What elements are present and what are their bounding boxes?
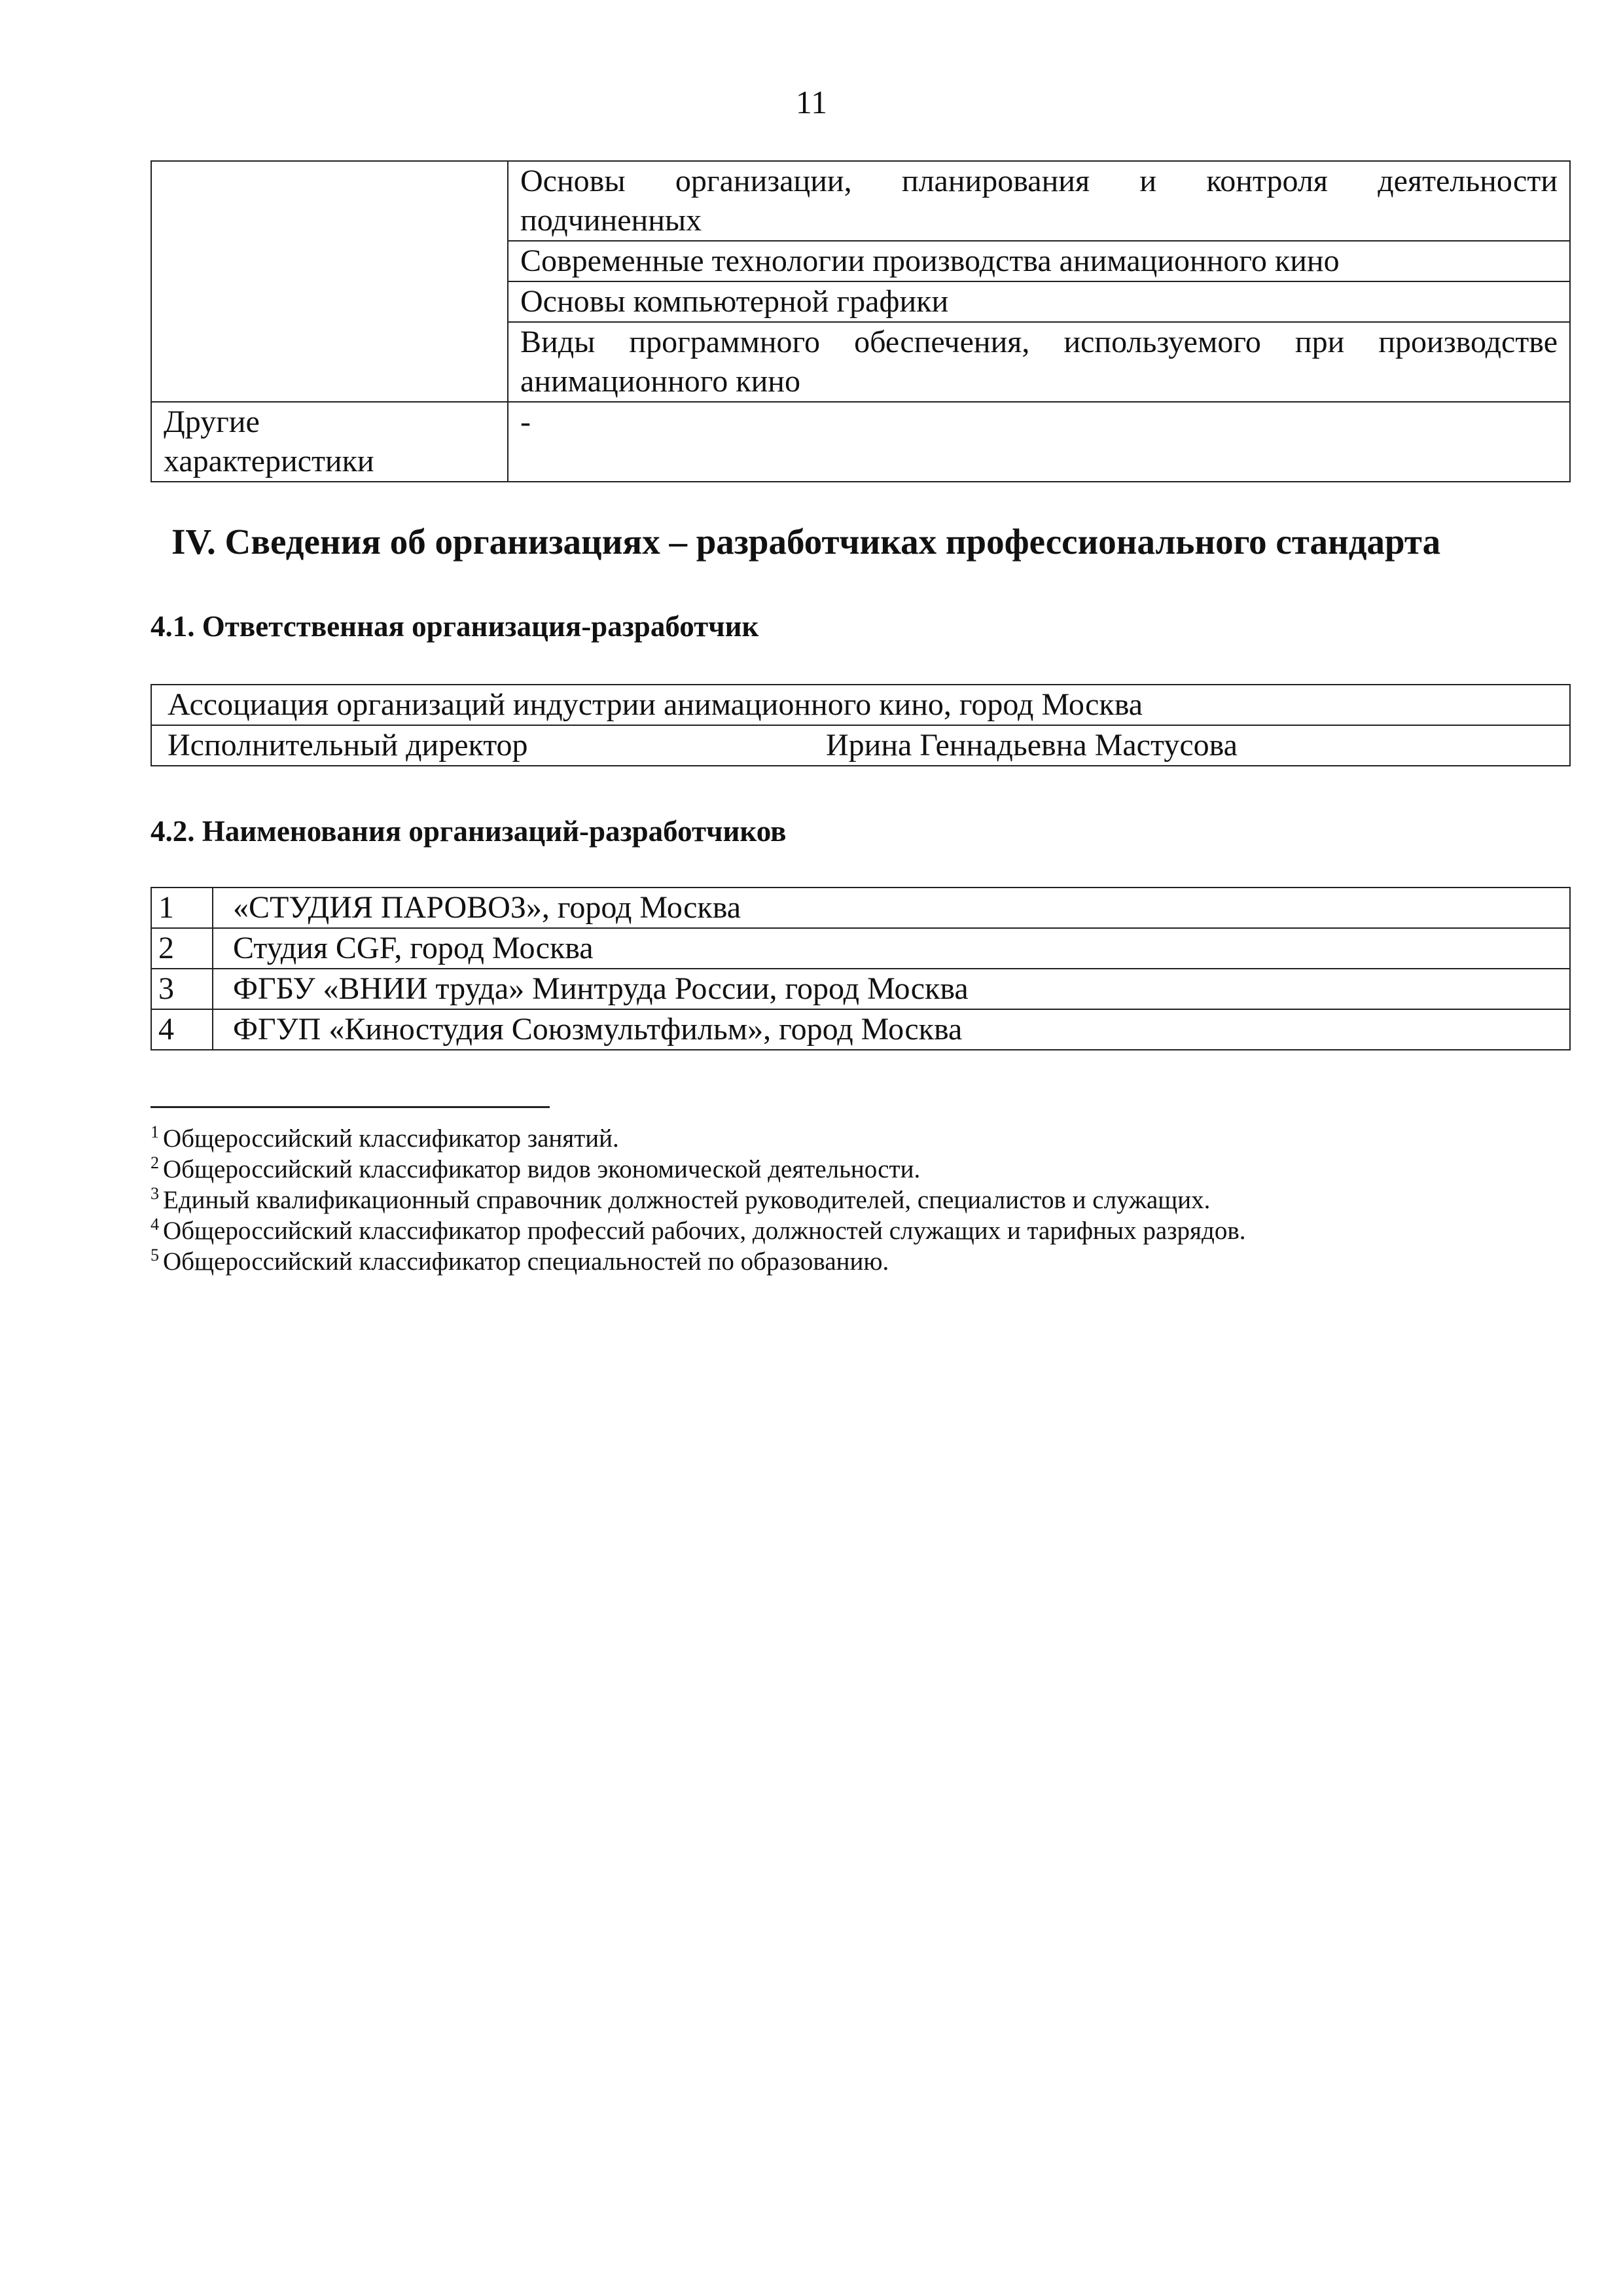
table-row [151,928,1570,969]
other-characteristics-label [151,402,508,482]
footnote-text: Общероссийский классификатор специальностей по образованию. [163,1247,889,1276]
footnote-text: Общероссийский классификатор профессий рабочих, должностей служащих и тарифных разрядов. [163,1217,1246,1245]
label-line: характеристики [164,444,374,478]
footnote-text: Общероссийский классификатор занятий. [163,1124,619,1153]
skill-text-line: Виды программного обеспечения, используемого при производстве [520,325,1558,359]
row-number: 2 [151,928,213,969]
footnote-mark: 4 [151,1215,159,1234]
footnote-mark: 3 [151,1184,159,1203]
row-number: 1 [151,888,213,928]
developers-heading: 4.2. Наименования организаций-разработчиков [151,815,787,848]
page-number: 11 [795,84,828,120]
footnotes [151,1123,1571,1277]
responsible-table [151,684,1571,766]
row-number: 4 [151,1009,213,1050]
footnote-mark: 5 [151,1246,159,1265]
footnote [151,1185,1571,1215]
footnote [151,1246,1571,1277]
table-cell: Современные технологии производства анимационного кино [508,241,1570,281]
table-cell-empty [151,161,508,402]
responsible-person: Ирина Геннадьевна Мастусова [826,728,1238,762]
footnote-text: Общероссийский классификатор видов экономической деятельности. [163,1155,921,1183]
table-row [151,1009,1570,1050]
organization-name: ФГУП «Киностудия Союзмультфильм», город Москва [213,1009,1570,1050]
footnote-divider [151,1106,550,1108]
table-row [151,725,1570,766]
skill-text-line: анимационного кино [520,364,800,399]
footnote [151,1123,1571,1154]
footnote [151,1154,1571,1185]
organization-name: «СТУДИЯ ПАРОВОЗ», город Москва [213,888,1570,928]
table-cell: Основы компьютерной графики [508,281,1570,322]
table-cell [508,161,1570,241]
row-number: 3 [151,969,213,1009]
skill-text-line: Основы организации, планирования и контроля деятельности [520,164,1558,198]
developers-table [151,887,1571,1050]
responsible-position: Исполнительный директор [168,728,528,762]
table-cell [508,322,1570,402]
responsible-signature-row [151,725,1570,766]
responsible-organization: Ассоциация организаций индустрии анимационного кино, город Москва [151,685,1570,725]
organization-name: Студия CGF, город Москва [213,928,1570,969]
footnote-text: Единый квалификационный справочник должностей руководителей, специалистов и служащих. [163,1186,1211,1214]
footnote-mark: 2 [151,1153,159,1172]
responsible-heading: 4.1. Ответственная организация-разработчик [151,610,759,643]
skill-text-line: подчиненных [520,203,702,238]
footnote-mark: 1 [151,1122,159,1141]
skills-table [151,160,1571,482]
section-title: IV. Сведения об организациях – разработчиках профессионального стандарта [171,522,1441,562]
table-row [151,888,1570,928]
label-line: Другие [164,404,260,439]
other-characteristics-value: - [508,402,1570,482]
organization-name: ФГБУ «ВНИИ труда» Минтруда России, город Москва [213,969,1570,1009]
table-row [151,161,1570,241]
table-row [151,402,1570,482]
table-row [151,969,1570,1009]
footnote [151,1215,1571,1246]
table-row [151,685,1570,725]
